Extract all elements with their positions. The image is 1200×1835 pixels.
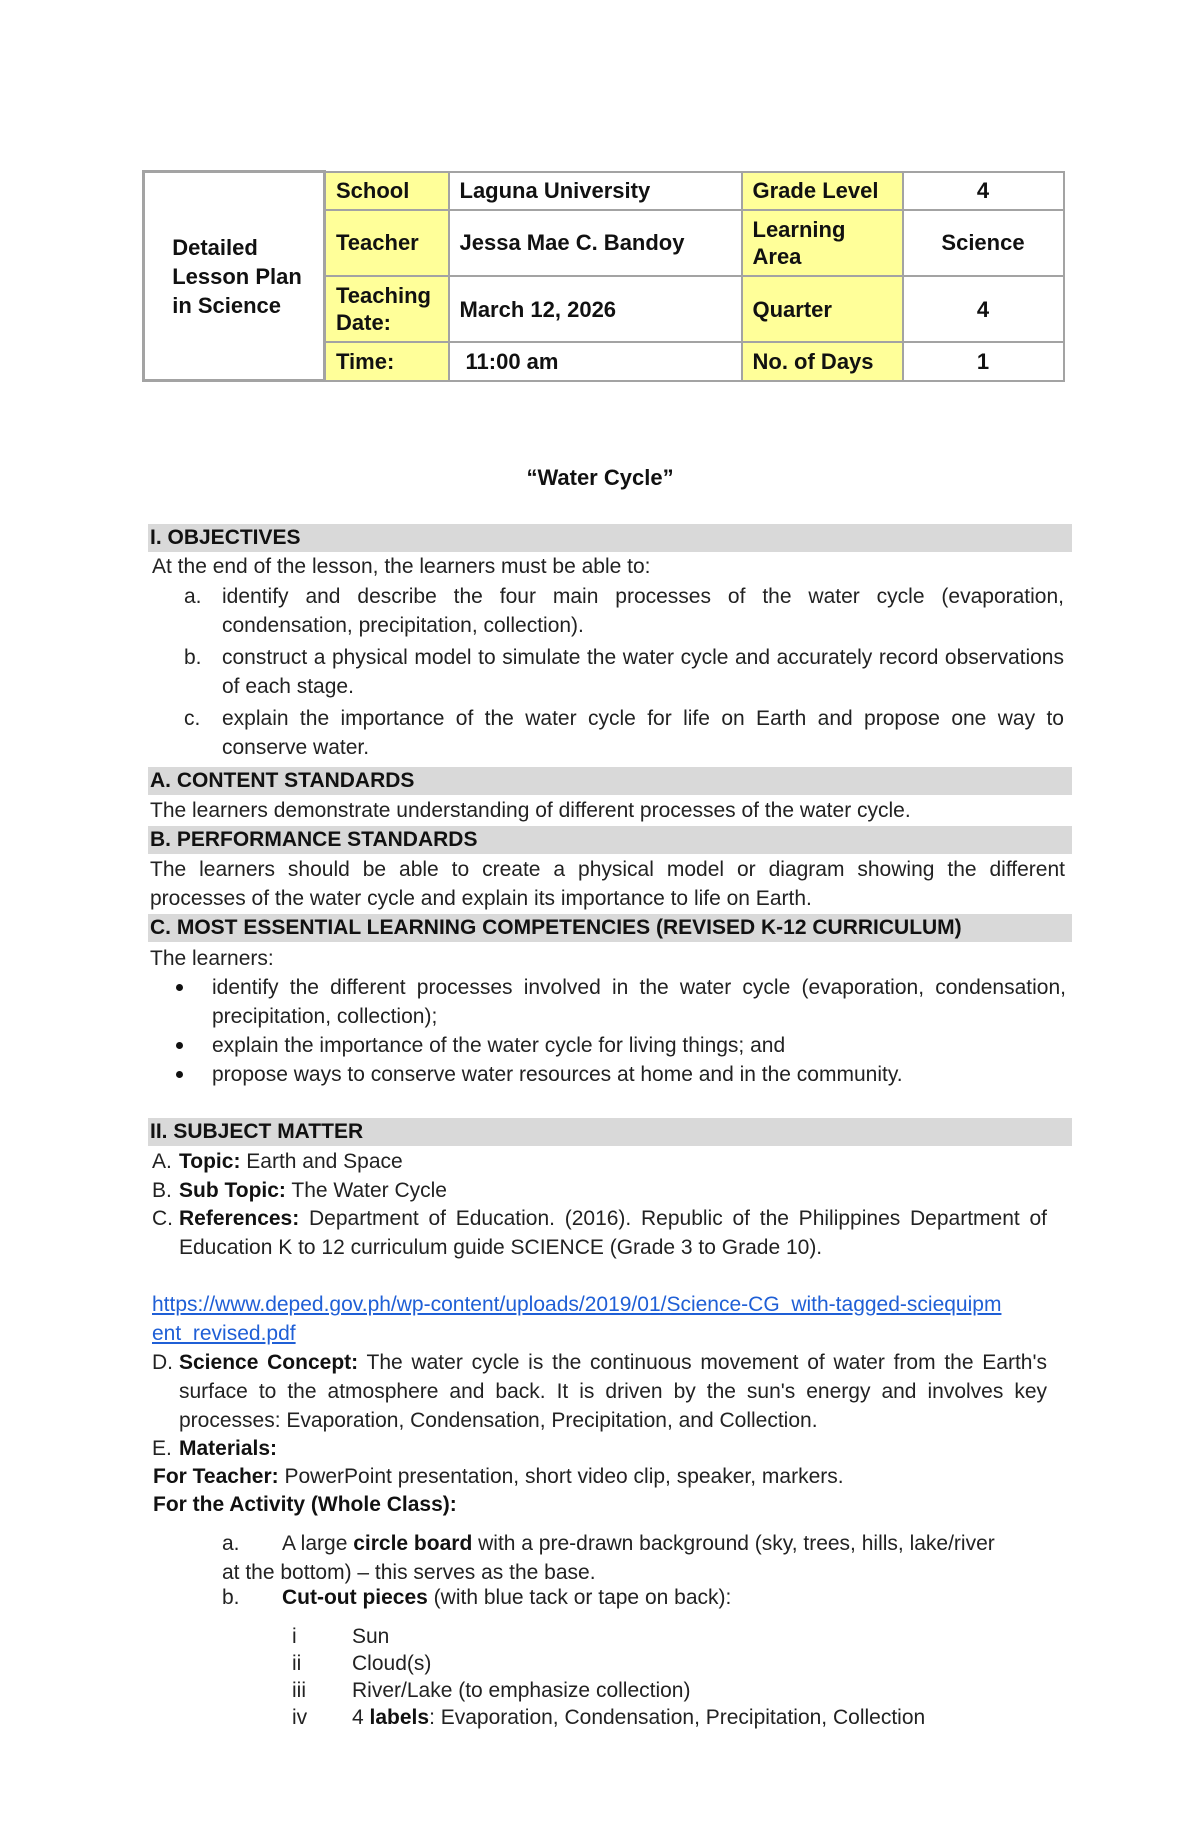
competency-text: explain the importance of the water cycle for living things; and: [212, 1034, 786, 1057]
activity-material-text: (with blue tack or tape on back):: [427, 1586, 732, 1609]
melc-heading: C. MOST ESSENTIAL LEARNING COMPETENCIES (REVISED K-12 CURRICULUM): [148, 914, 1072, 942]
activity-material-highlight: Cut-out pieces: [282, 1586, 428, 1609]
materials-label: Materials:: [179, 1437, 278, 1460]
cutout-text: River/Lake (to emphasize collection): [352, 1679, 691, 1702]
sub-topic-marker: B.: [152, 1179, 172, 1202]
for-activity-row: [153, 1490, 1063, 1520]
bullet-icon: [176, 1042, 183, 1049]
performance-standards-text: The learners should be able to create a physical model or diagram showing the different processes of the water cycle and explain its importance to life on Earth.: [150, 858, 1065, 910]
activity-material-marker: b.: [222, 1586, 240, 1609]
school-label: School: [325, 172, 449, 210]
lesson-plan-title: Detailed Lesson Plan in Science: [172, 234, 302, 318]
bullet-icon: [176, 1071, 183, 1078]
cutout-text: 4: [352, 1706, 370, 1729]
science-concept-row: [152, 1348, 1052, 1436]
topic-value: Earth and Space: [240, 1150, 403, 1173]
materials-row: [152, 1434, 1052, 1464]
cutout-marker: iii: [292, 1679, 306, 1702]
science-concept-label: Science Concept:: [179, 1351, 359, 1374]
grade-level-label: Grade Level: [742, 172, 903, 210]
references-link[interactable]: https://www.deped.gov.ph/wp-content/uploads/2019/01/Science-CG_with-tagged-sciequipment_revised.pdf: [152, 1293, 1002, 1345]
cutout-item: [292, 1676, 1052, 1706]
for-teacher-row: [153, 1462, 1063, 1492]
cutout-text: Sun: [352, 1625, 390, 1648]
cutout-marker: i: [292, 1625, 297, 1648]
competency-text: identify the different processes involved in the water cycle (evaporation, condensation, precipitation, collection);: [212, 976, 1066, 1028]
lesson-plan-title-cell: [144, 172, 325, 381]
competency-item: [176, 973, 1066, 1033]
objective-marker: c.: [184, 707, 201, 730]
cutout-text: : Evaporation, Condensation, Precipitation, Collection: [429, 1706, 926, 1729]
time-value: 11:00 am: [449, 342, 742, 380]
cutout-item: [292, 1703, 1052, 1733]
grade-level-value: 4: [903, 172, 1064, 210]
teaching-date-value: March 12, 2026: [449, 276, 742, 342]
melc-intro: The learners:: [150, 947, 274, 970]
objective-text: explain the importance of the water cycle for life on Earth and propose one way to conserve water.: [222, 707, 1064, 759]
no-of-days-value: 1: [903, 342, 1064, 380]
teaching-date-label: Teaching Date:: [325, 276, 449, 342]
cutout-item: [292, 1649, 1052, 1679]
for-teacher-label: For Teacher:: [153, 1465, 279, 1488]
topic-marker: A.: [152, 1150, 172, 1173]
quarter-value: 4: [903, 276, 1064, 342]
objectives-intro: At the end of the lesson, the learners must be able to:: [152, 555, 651, 578]
teacher-value: Jessa Mae C. Bandoy: [449, 210, 742, 276]
competency-item: [176, 1060, 1066, 1090]
for-teacher-text: PowerPoint presentation, short video clip, speaker, markers.: [278, 1465, 844, 1488]
sub-topic-label: Sub Topic:: [179, 1179, 286, 1202]
subject-matter-heading: II. SUBJECT MATTER: [148, 1118, 1072, 1146]
cutout-marker: iv: [292, 1706, 308, 1729]
objective-marker: a.: [184, 585, 202, 608]
objective-text: construct a physical model to simulate the water cycle and accurately record observations of each stage.: [222, 646, 1064, 698]
objective-text: identify and describe the four main processes of the water cycle (evaporation, condensation, precipitation, collection).: [222, 585, 1064, 637]
science-concept-text: The water cycle is the continuous movement of water from the Earth's surface to the atmosphere and back. It is driven by the sun's energy and involves key processes: Evaporation, Condensation, Precipitation, and Collection.: [179, 1351, 1047, 1432]
cutout-highlight: labels: [369, 1706, 430, 1729]
bullet-icon: [176, 984, 183, 991]
cutout-marker: ii: [292, 1652, 302, 1675]
references-text: Department of Education. (2016). Republic of the Philippines Department of Education K to 12 curriculum guide SCIENCE (Grade 3 to Grade 10).: [179, 1207, 1047, 1259]
cutout-item: [292, 1622, 1052, 1652]
activity-material-marker: a.: [222, 1532, 240, 1555]
no-of-days-label: No. of Days: [742, 342, 903, 380]
activity-material-text: with a pre-drawn background (sky, trees, hills, lake/river at the bottom) – this serves as the base.: [222, 1532, 995, 1584]
objective-item: [184, 704, 1064, 764]
content-standards-heading: A. CONTENT STANDARDS: [148, 767, 1072, 795]
activity-material-item: [222, 1529, 1002, 1589]
objectives-heading: I. OBJECTIVES: [148, 524, 1072, 552]
content-standards-text: The learners demonstrate understanding of different processes of the water cycle.: [150, 799, 911, 822]
activity-material-text: A large: [282, 1532, 354, 1555]
objective-item: [184, 643, 1064, 703]
for-activity-label: For the Activity (Whole Class):: [153, 1493, 457, 1516]
activity-material-item: [222, 1583, 1002, 1613]
materials-marker: E.: [152, 1437, 172, 1460]
objective-item: [184, 582, 1064, 642]
lesson-info-table: [142, 170, 1065, 382]
references-row: [152, 1204, 1052, 1292]
quarter-label: Quarter: [742, 276, 903, 342]
references-marker: C.: [152, 1207, 173, 1230]
competency-text: propose ways to conserve water resources at home and in the community.: [212, 1063, 903, 1086]
activity-material-highlight: circle board: [353, 1532, 473, 1555]
cutout-text: Cloud(s): [352, 1652, 432, 1675]
competency-item: [176, 1031, 1066, 1061]
references-link-row: [152, 1290, 1012, 1350]
science-concept-marker: D.: [152, 1351, 173, 1374]
learning-area-value: Science: [903, 210, 1064, 276]
teacher-label: Teacher: [325, 210, 449, 276]
performance-standards-heading: B. PERFORMANCE STANDARDS: [148, 826, 1072, 854]
sub-topic-row: [152, 1176, 1052, 1206]
lesson-title: “Water Cycle”: [526, 465, 674, 490]
learning-area-label: Learning Area: [742, 210, 903, 276]
objective-marker: b.: [184, 646, 202, 669]
topic-row: [152, 1147, 1052, 1177]
topic-label: Topic:: [179, 1150, 241, 1173]
time-label: Time:: [325, 342, 449, 380]
school-value: Laguna University: [449, 172, 742, 210]
sub-topic-value: The Water Cycle: [285, 1179, 447, 1202]
references-label: References:: [179, 1207, 300, 1230]
